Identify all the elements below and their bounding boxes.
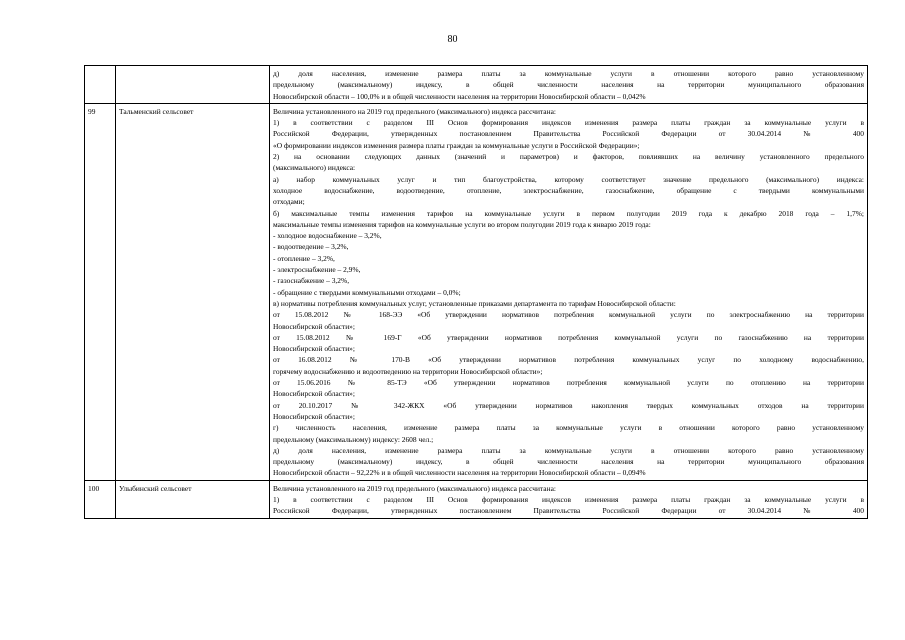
municipality-name bbox=[116, 66, 270, 104]
index-description bbox=[270, 103, 868, 480]
table-row bbox=[85, 480, 868, 518]
text-line: предельному (максимальному) индексу, в общей численности населения на территории муниципального образования bbox=[273, 457, 864, 467]
text-line: Российской Федерации, утвержденных постановлением Правительства Российской Федерации от 30.04.2014 № 400 bbox=[273, 129, 864, 139]
text-line: отходами; bbox=[273, 197, 305, 207]
text-line: предельному (максимальному) индексу, в общей численности населения на территории муниципального образования bbox=[273, 80, 864, 90]
text-line: от 16.08.2012 № 170-В «Об утверждении нормативов потребления коммунальных услуг по холодному водоснабжению, bbox=[273, 355, 864, 365]
text-line: - водоотведение – 3,2%, bbox=[273, 242, 349, 252]
text-line: Новосибирской области – 92,22% и в общей численности населения на территории Новосибирской области – 0,094% bbox=[273, 468, 646, 478]
text-line: Новосибирской области»; bbox=[273, 344, 355, 354]
text-line: 1) в соответствии с разделом III Основ формирования индексов изменения размера платы граждан за коммунальные услуги в bbox=[273, 494, 864, 504]
page-number: 80 bbox=[447, 34, 458, 45]
text-line: в) нормативы потребления коммунальных услуг, установленные приказами департамента по тарифам Новосибирской области: bbox=[273, 298, 676, 308]
text-line: холодное водоснабжение, водоотведение, отопление, электроснабжение, газоснабжение, обращение с твердыми коммунальными bbox=[273, 185, 864, 195]
index-description bbox=[270, 480, 868, 518]
text-line: Величина установленного на 2019 год предельного (максимального) индекса рассчитана: bbox=[273, 483, 556, 493]
index-description bbox=[270, 66, 868, 104]
text-line: максимальные темпы изменения тарифов на коммунальные услуги во втором полугодии 2019 года к январю 2019 года: bbox=[273, 219, 651, 229]
text-line: 1) в соответствии с разделом III Основ формирования индексов изменения размера платы граждан за коммунальные услуги в bbox=[273, 118, 864, 128]
text-line: «О формировании индексов изменения размера платы граждан за коммунальные услуги в Российской Федерации»; bbox=[273, 140, 640, 150]
text-line: - холодное водоснабжение – 3,2%, bbox=[273, 231, 382, 241]
text-line: б) максимальные темпы изменения тарифов на коммунальные услуги в первом полугодии 2019 года к декабрю 2018 года – 1,7%; bbox=[273, 208, 864, 218]
text-line: г) численность населения, изменение размера платы за коммунальные услуги в отношении которого равно установленному bbox=[273, 423, 864, 433]
text-line: от 20.10.2017 № 342-ЖКХ «Об утверждении нормативов накопления твердых коммунальных отходов на территории bbox=[273, 400, 864, 410]
text-line: Новосибирской области – 100,0% и в общей численности населения на территории Новосибирской области – 0,042% bbox=[273, 91, 646, 101]
text-line: д) доля населения, изменение размера платы за коммунальные услуги в отношении которого равно установленному bbox=[273, 445, 864, 455]
text-line: а) набор коммунальных услуг и тип благоустройства, которому соответствует значение предельного (максимального) индекса: bbox=[273, 174, 864, 184]
table-row bbox=[85, 66, 868, 104]
tariff-index-table bbox=[84, 65, 868, 519]
text-line: Величина установленного на 2019 год предельного (максимального) индекса рассчитана: bbox=[273, 106, 556, 116]
text-line: от 15.06.2016 № 85-ТЭ «Об утверждении нормативов потребления коммунальной услуги по отоплению на территории bbox=[273, 378, 864, 388]
row-number: 100 bbox=[85, 480, 116, 518]
text-line: Новосибирской области»; bbox=[273, 389, 355, 399]
text-line: от 15.08.2012 № 168-ЭЭ «Об утверждении нормативов потребления коммунальной услуги по электроснабжению на территории bbox=[273, 310, 864, 320]
text-line: от 15.08.2012 № 169-Г «Об утверждении нормативов потребления коммунальной услуги по газоснабжению на территории bbox=[273, 332, 864, 342]
text-line: - обращение с твердыми коммунальными отходами – 0,0%; bbox=[273, 287, 461, 297]
text-line: - электроснабжение – 2,9%, bbox=[273, 265, 361, 275]
text-line: Российской Федерации, утвержденных постановлением Правительства Российской Федерации от 30.04.2014 № 400 bbox=[273, 506, 864, 516]
text-line: - отопление – 3,2%, bbox=[273, 253, 335, 263]
municipality-name: Тальменский сельсовет bbox=[116, 103, 270, 480]
table-body bbox=[85, 66, 868, 519]
text-line: горячему водоснабжению и водоотведению на территории Новосибирской области»; bbox=[273, 366, 543, 376]
table-row bbox=[85, 103, 868, 480]
row-number: 99 bbox=[85, 103, 116, 480]
text-line: д) доля населения, изменение размера платы за коммунальные услуги в отношении которого равно установленному bbox=[273, 69, 864, 78]
text-line: 2) на основании следующих данных (значений и параметров) и факторов, повлиявших на величину установленного предельного bbox=[273, 152, 864, 162]
municipality-name: Улыбинский сельсовет bbox=[116, 480, 270, 518]
text-line: (максимального) индекса: bbox=[273, 163, 356, 173]
text-line: Новосибирской области»; bbox=[273, 321, 355, 331]
text-line: предельному (максимальному) индексу: 2608 чел.; bbox=[273, 434, 434, 444]
row-number bbox=[85, 66, 116, 104]
text-line: - газоснабжение – 3,2%, bbox=[273, 276, 350, 286]
text-line: Новосибирской области»; bbox=[273, 411, 355, 421]
